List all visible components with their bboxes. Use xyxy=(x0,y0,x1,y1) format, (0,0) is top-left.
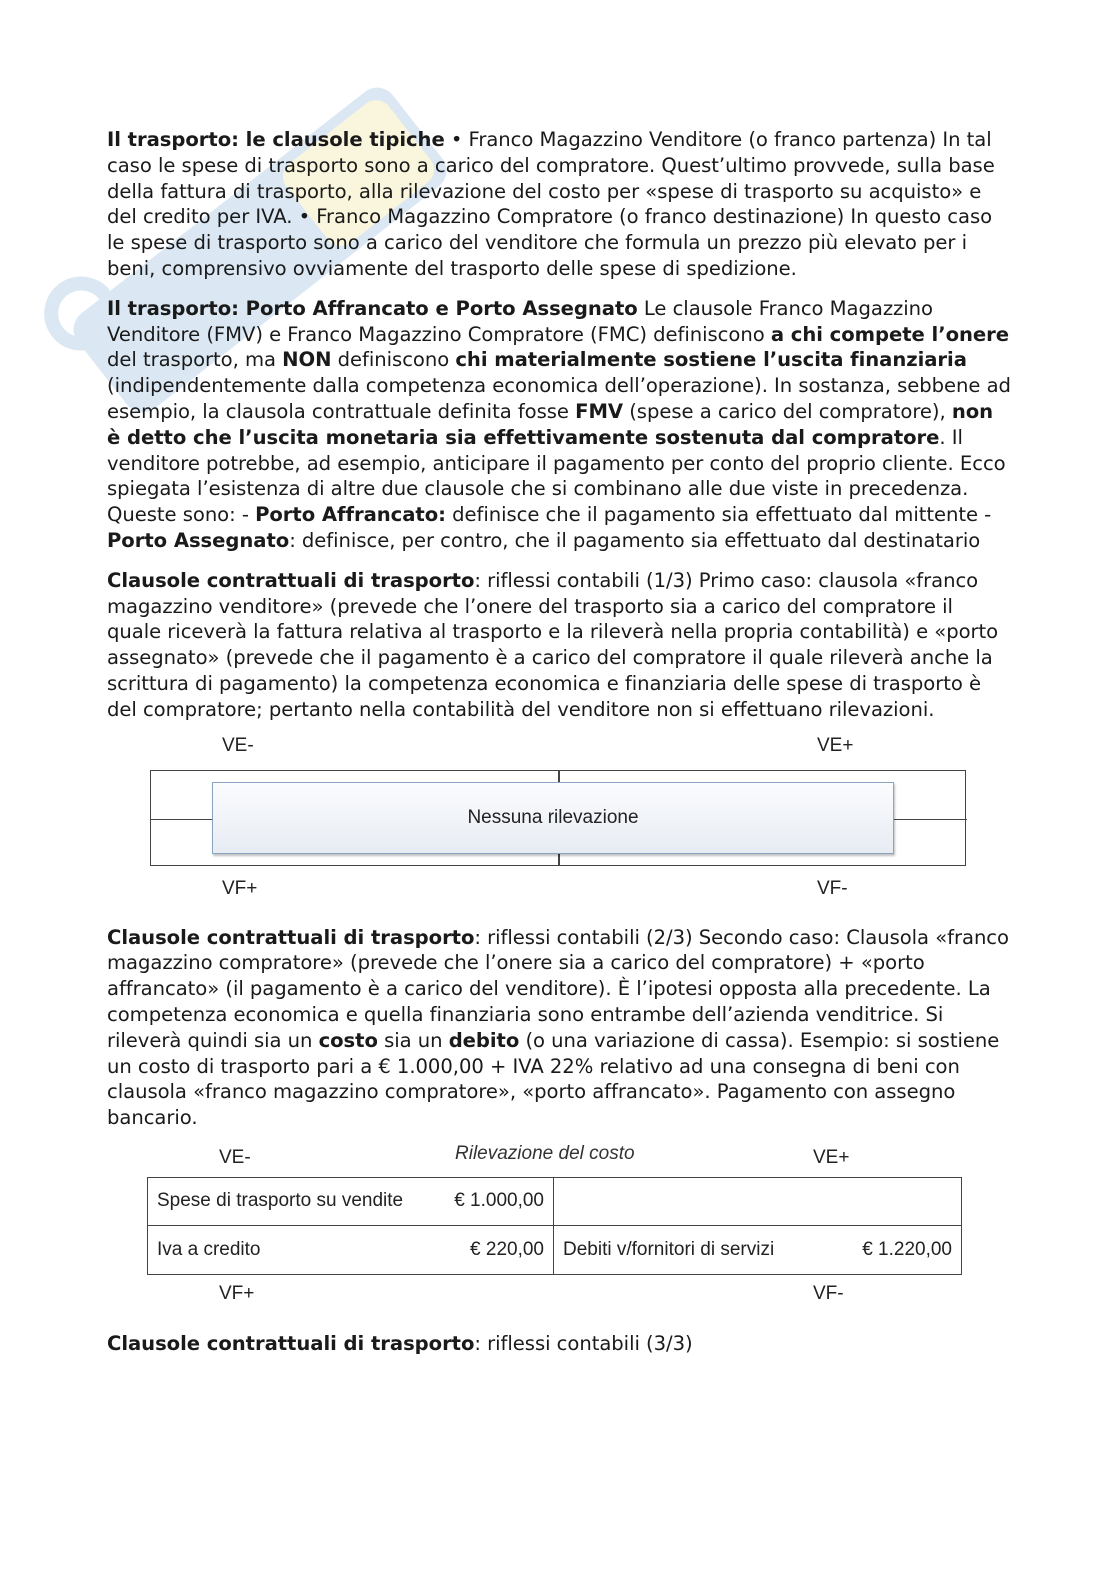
section-riflessi-2: Clausole contrattuali di trasporto: riflessi contabili (2/3) Secondo caso: Clausola «franco magazzino compratore» (prevede che l’onere sia a carico del compratore) + «porto affrancato» (il pagamento è a carico del venditore). È l’ipotesi opposta alla precedente. La competenza economica e quella finanziaria sono entrambe dell’azienda venditrice. Si rileverà quindi sia un costo sia un debito (o una variazione di cassa). Esempio: si sostiene un costo di trasporto pari a € 1.000,00 + IVA 22% relativo ad una consegna di beni con clausola «franco magazzino compratore», «porto affrancato». Pagamento con assegno bancario. xyxy=(107,925,1009,1130)
section-clausole-tipiche: Il trasporto: le clausole tipiche • Franco Magazzino Venditore (o franco partenza) In tal caso le spese di trasporto sono a carico del compratore. Quest’ultimo provvede, sulla base della fattura di trasporto, alla rilevazione del costo per «spese di trasporto su acquisto» e del credito per IVA. • Franco Magazzino Compratore (o franco destinazione) In questo caso le spese di trasporto sono a carico del venditore che formula un prezzo più elevato per i beni, comprensivo ovviamente del trasporto delle spese di spedizione. xyxy=(107,128,995,280)
account-label: Iva a credito xyxy=(157,1238,261,1260)
account-frame xyxy=(150,770,966,866)
section-title: Il trasporto: le clausole tipiche xyxy=(107,128,445,151)
label-vf-minus: VF- xyxy=(817,877,848,899)
left-axis-line xyxy=(151,819,212,821)
section-porto: Il trasporto: Porto Affrancato e Porto Assegnato Le clausole Franco Magazzino Venditore (FMV) e Franco Magazzino Compratore (FMC) definiscono a chi compete l’onere del trasporto, ma NON definiscono chi materialmente sostiene l’uscita finanziaria (indipendentemente dalla competenza economica dell’operazione). In sostanza, sebbene ad esempio, la clausola contrattuale definita fosse FMV (spese a carico del compratore), non è detto che l’uscita monetaria sia effettivamente sostenuta dal compratore. Il venditore potrebbe, ad esempio, anticipare il pagamento per conto del proprio cliente. Ecco spiegata l’esistenza di altre due clausole che si combinano alle due viste in precedenza. Queste sono: - Porto Affrancato: definisce che il pagamento sia effettuato dal mittente - Porto Assegnato: definisce, per contro, che il pagamento sia effettuato dal destinatario xyxy=(107,296,1011,552)
label-ve-plus: VE+ xyxy=(817,734,854,756)
label-ve-minus: VE- xyxy=(222,734,254,756)
diagram-nessuna-rilevazione xyxy=(107,735,1012,925)
label-ve-minus: VE- xyxy=(219,1146,251,1168)
section-title: Il trasporto: Porto Affrancato e Porto Assegnato xyxy=(107,296,638,320)
section-title: Clausole contrattuali di trasporto xyxy=(107,1331,475,1355)
right-axis-line xyxy=(894,819,967,821)
document-body xyxy=(107,127,1012,1357)
section-title: Clausole contrattuali di trasporto xyxy=(107,568,475,592)
account-label: Spese di trasporto su vendite xyxy=(157,1190,404,1212)
account-label: Debiti v/fornitori di servizi xyxy=(563,1238,775,1260)
diagram-rilevazione-costo xyxy=(107,1143,1012,1331)
section-riflessi-3: Clausole contrattuali di trasporto: riflessi contabili (3/3) xyxy=(107,1331,693,1355)
section-riflessi-1: Clausole contrattuali di trasporto: riflessi contabili (1/3) Primo caso: clausola «franco magazzino venditore» (prevede che l’onere del trasporto sia a carico del compratore il quale riceverà la fattura relativa al trasporto e la rileverà nella propria contabilità) e «porto assegnato» (prevede che il pagamento è a carico del compratore il quale rileverà anche la scrittura di pagamento) la competenza economica e finanziaria delle spese di trasporto è del compratore; pertanto nella contabilità del venditore non si effettuano rilevazioni. xyxy=(107,568,999,721)
nessuna-rilevazione-box: Nessuna rilevazione xyxy=(212,782,894,854)
label-vf-minus: VF- xyxy=(813,1282,844,1304)
table-cell xyxy=(148,1226,554,1274)
account-value: € 1.000,00 xyxy=(454,1190,544,1212)
label-ve-plus: VE+ xyxy=(813,1146,850,1168)
account-value: € 1.220,00 xyxy=(862,1238,952,1260)
table-cell-empty xyxy=(554,1178,961,1226)
table-cell xyxy=(554,1226,961,1274)
diagram-title: Rilevazione del costo xyxy=(455,1142,635,1164)
journal-table xyxy=(147,1177,962,1275)
label-vf-plus: VF+ xyxy=(219,1282,255,1304)
section-title: Clausole contrattuali di trasporto xyxy=(107,925,475,949)
label-vf-plus: VF+ xyxy=(222,877,258,899)
table-cell xyxy=(148,1178,554,1226)
account-value: € 220,00 xyxy=(470,1238,544,1260)
